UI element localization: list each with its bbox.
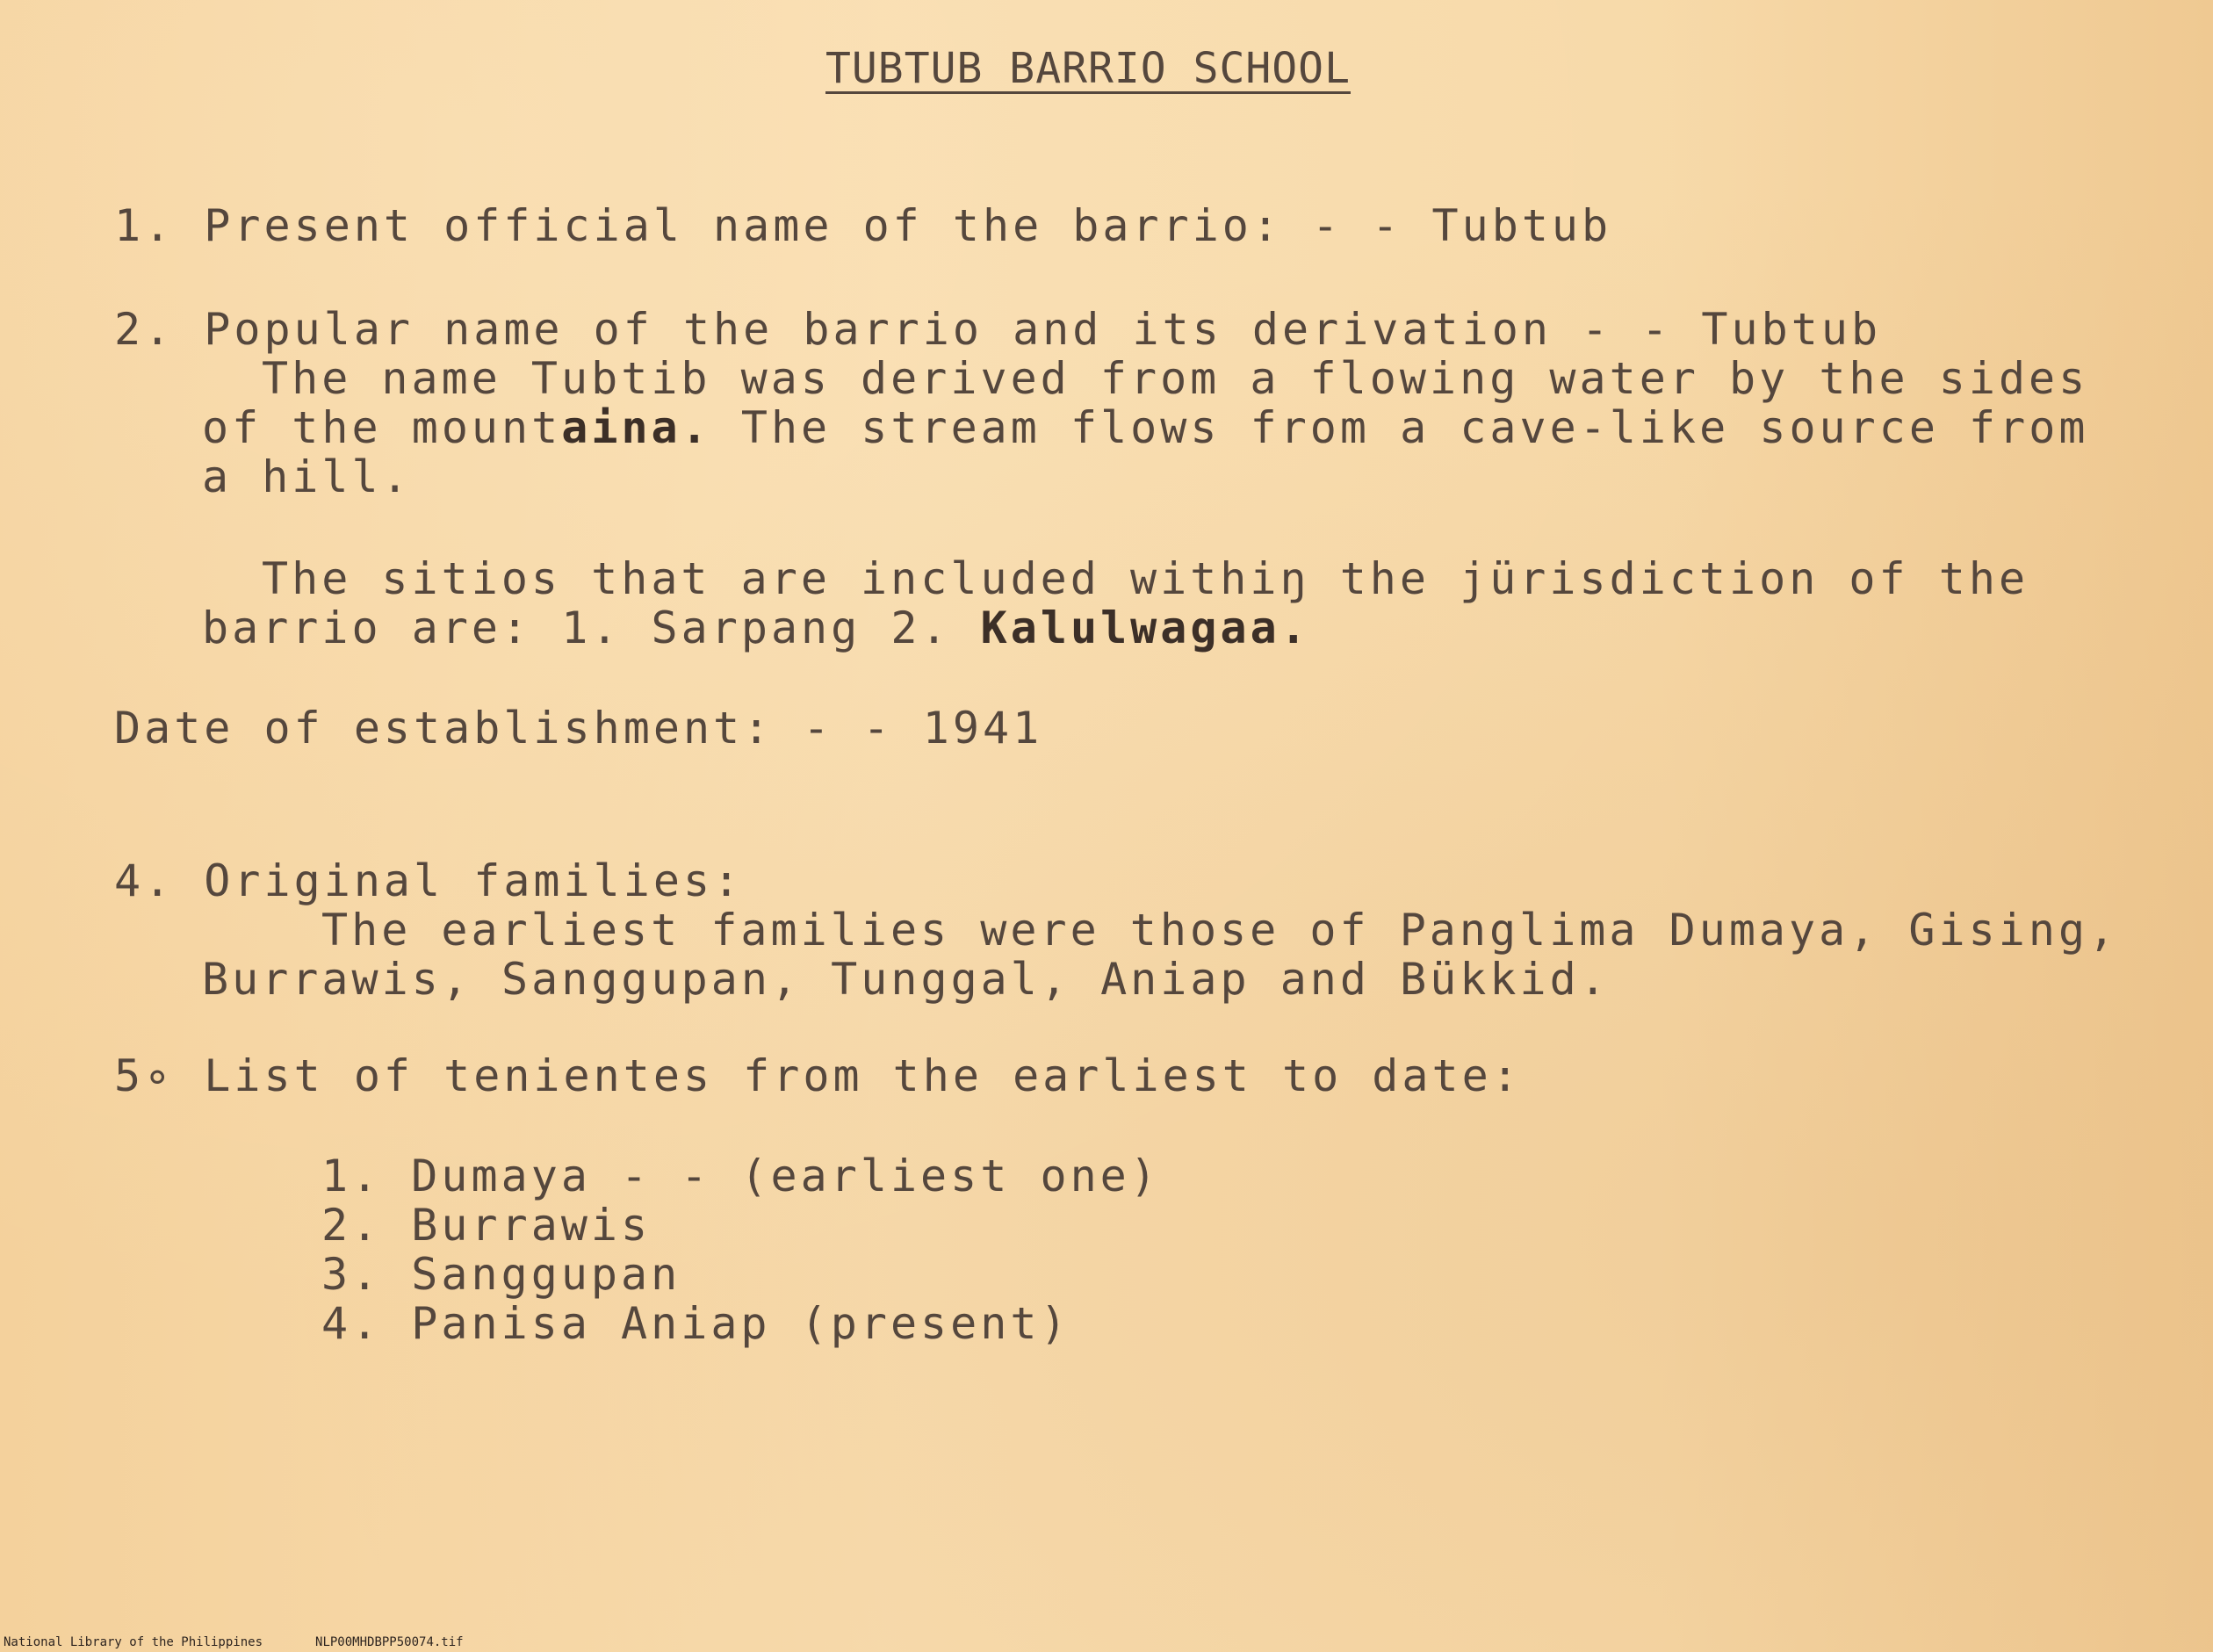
document-title: TUBTUB BARRIO SCHOOL [825, 44, 1351, 93]
item-2-derivation-line-2 [202, 402, 2088, 453]
item-5-tenientes-heading: 5∘ List of tenientes from the earliest to date: [114, 1050, 1522, 1101]
item-4-families-line-2: Burrawis, Sanggupan, Tunggal, Aniap and Bükkid. [202, 954, 1610, 1005]
teniente-list-item: 2. Burrawis [321, 1200, 652, 1251]
scan-footer [4, 1635, 464, 1649]
footer-file-id: NLP00MHDBPP50074.tif [315, 1635, 464, 1649]
teniente-list-item: 1. Dumaya - - (earliest one) [321, 1151, 1160, 1201]
footer-library-name: National Library of the Philippines [4, 1635, 263, 1649]
item-4-families-line-1: The earliest families were those of Panglima Dumaya, Gising, [321, 905, 2119, 956]
item-2-derivation-line-2-part-a: of the mount [202, 402, 562, 453]
teniente-list-item: 4. Panisa Aniap (present) [321, 1298, 1070, 1349]
sitios-line-2-part-a: barrio are: 1. Sarpang 2. [202, 602, 981, 653]
item-4-original-families: 4. Original families: [114, 855, 744, 906]
date-of-establishment: Date of establishment: - - 1941 [114, 703, 1043, 754]
item-2-derivation-line-2-part-c: The stream flows from a cave-like source from [710, 402, 2089, 453]
sitios-line-2 [202, 602, 1310, 653]
teniente-list-item: 3. Sanggupan [321, 1249, 681, 1300]
item-2-derivation-line-2-bold: aina. [561, 402, 711, 453]
item-1-official-name: 1. Present official name of the barrio: - - Tubtub [114, 200, 1612, 251]
sitios-line-2-bold: Kalulwagaa. [980, 602, 1310, 653]
item-2-derivation-line-3: a hill. [202, 451, 412, 502]
item-2-popular-name: 2. Popular name of the barrio and its derivation - - Tubtub [114, 304, 1882, 355]
sitios-line-1: The sitios that are included withiŋ the jürisdiction of the [262, 553, 2029, 604]
item-2-derivation-line-1: The name Tubtib was derived from a flowing water by the sides [262, 353, 2089, 404]
